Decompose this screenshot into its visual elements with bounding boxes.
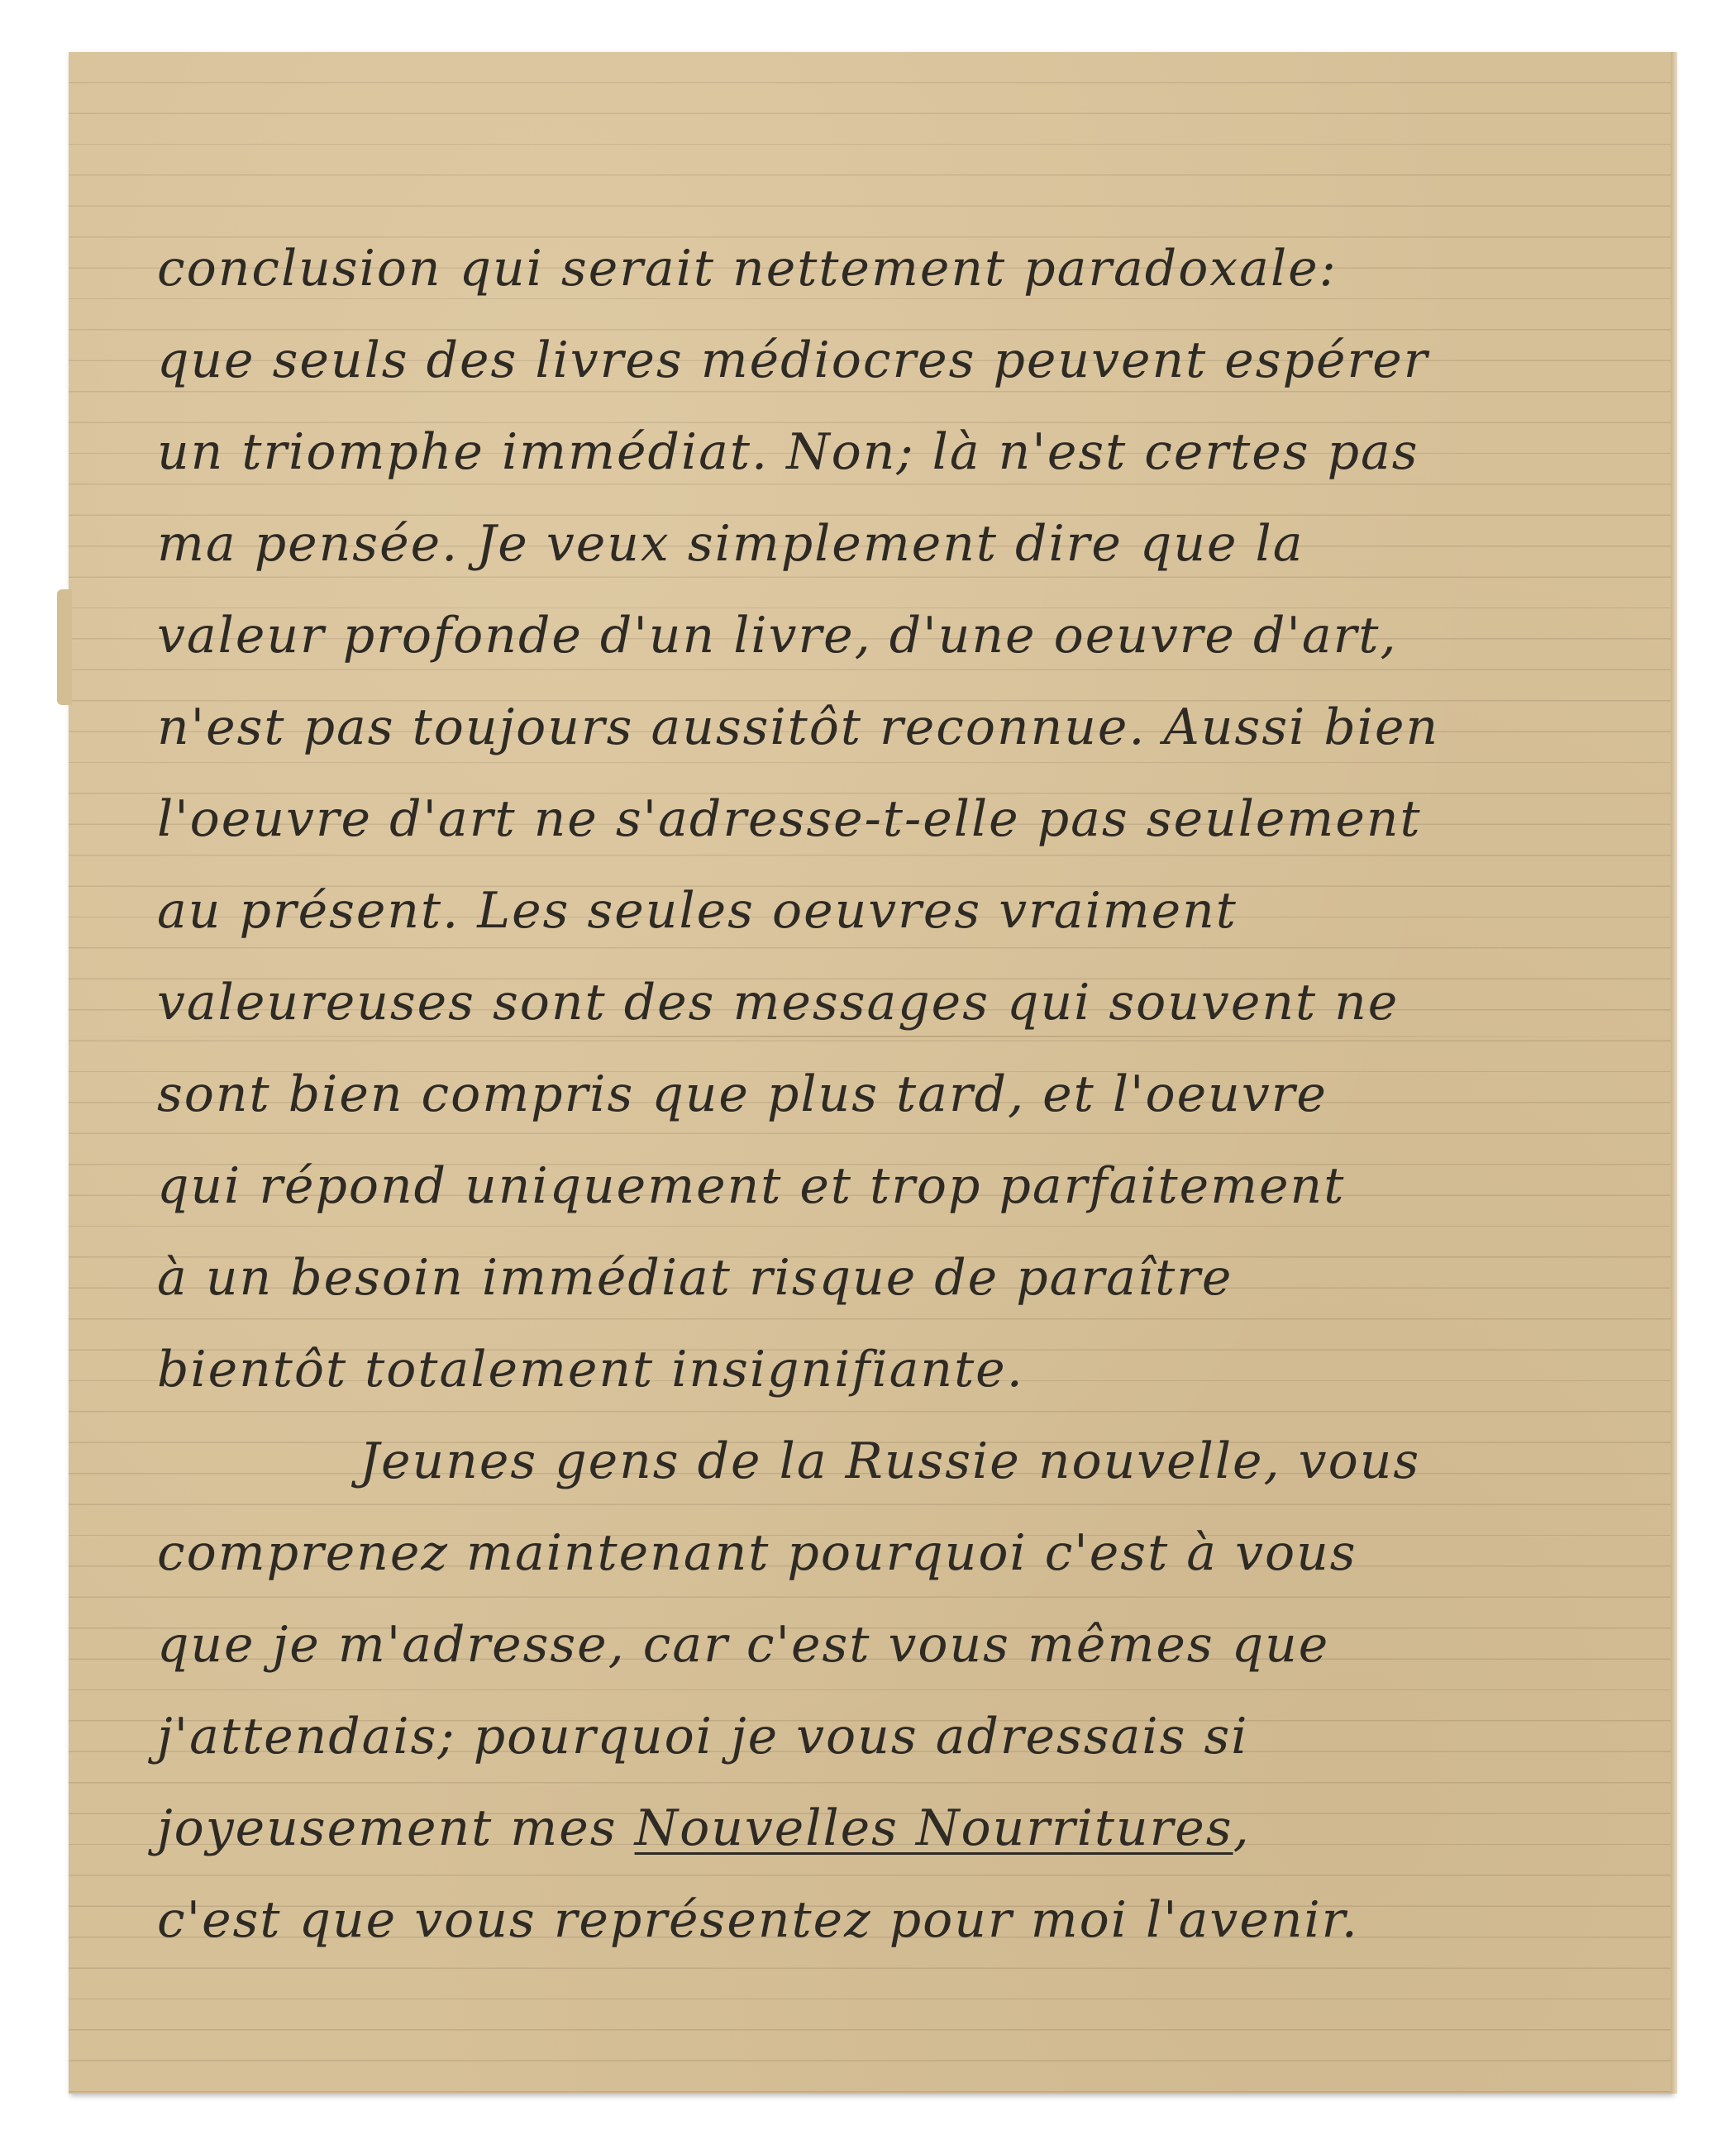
text-line: j'attendais; pourquoi je vous adressais si [157,1708,1249,1765]
text-line: valeur profonde d'un livre, d'une oeuvre d'art, [157,607,1398,665]
page-edge-fold [1671,52,1677,2094]
text-line: c'est que vous représentez pour moi l'avenir. [157,1891,1359,1949]
text-line [157,1783,1562,1875]
text-segment: joyeusement mes [157,1799,635,1857]
text-line: au présent. Les seules oeuvres vraiment [157,882,1238,940]
text-line: comprenez maintenant pourquoi c'est à vous [157,1524,1357,1582]
text-line: un triomphe immédiat. Non; là n'est certes pas [157,423,1419,481]
text-line: valeureuses sont des messages qui souvent ne [157,974,1400,1032]
paragraph-start-line: Jeunes gens de la Russie nouvelle, vous [360,1432,1421,1490]
handwritten-text [157,223,1562,1966]
text-line: que je m'adresse, car c'est vous mêmes que [157,1616,1330,1674]
text-line: conclusion qui serait nettement paradoxale: [157,240,1338,298]
text-line: ma pensée. Je veux simplement dire que la [157,515,1304,573]
text-line: sont bien compris que plus tard, et l'oeuvre [157,1065,1328,1123]
text-line: à un besoin immédiat risque de paraître [157,1249,1233,1307]
text-line: qui répond uniquement et trop parfaitement [157,1157,1346,1215]
text-line: n'est pas toujours aussitôt reconnue. Aussi bien [157,698,1440,756]
underlined-book-title: Nouvelles Nourritures [634,1799,1233,1857]
paper-tab [57,589,72,705]
text-line: que seuls des livres médiocres peuvent espérer [157,331,1429,389]
text-line: bientôt totalement insignifiante. [157,1341,1024,1399]
text-line: l'oeuvre d'art ne s'adresse-t-elle pas seulement [157,790,1422,848]
text-segment: , [1233,1799,1251,1857]
